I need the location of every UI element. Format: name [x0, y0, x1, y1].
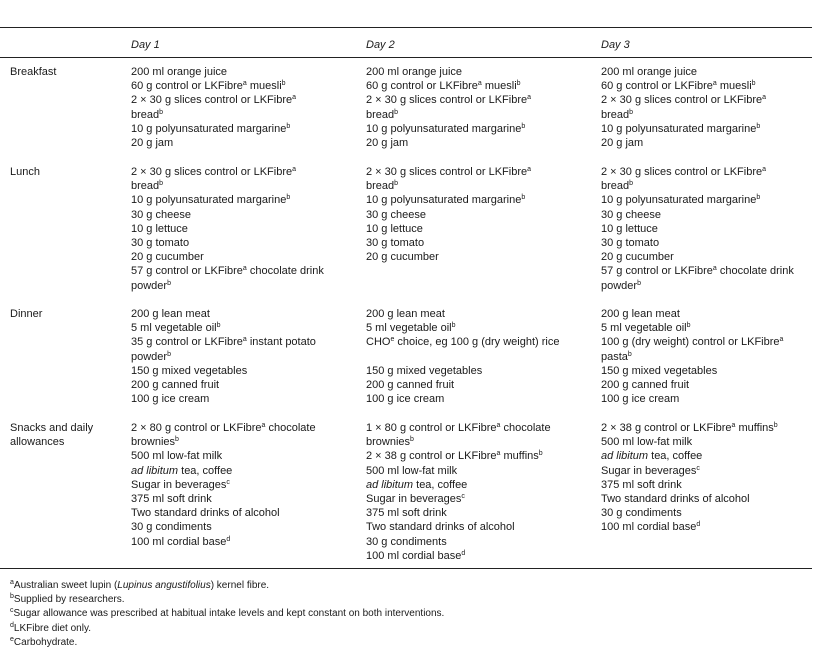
- line-text: 2 × 30 g slices control or LKFibre: [601, 166, 763, 178]
- cell-line: [131, 321, 357, 335]
- cell-line: [131, 65, 357, 79]
- footnote: [10, 622, 444, 636]
- cell-line: [601, 378, 816, 392]
- cell-line: [131, 307, 357, 321]
- cell-line: [366, 65, 592, 79]
- line-text: 20 g cucumber: [601, 251, 674, 264]
- line-text: bread: [601, 180, 630, 193]
- line-text: 5 ml vegetable oil: [601, 322, 687, 335]
- day-3-cell: [601, 307, 816, 406]
- line-text: 60 g control or LKFibre: [131, 80, 243, 93]
- cell-line: [601, 136, 816, 150]
- superscript: b: [516, 80, 521, 88]
- cell-line: [601, 264, 816, 278]
- cell-line: [366, 236, 592, 250]
- line-text: 200 g lean meat: [601, 308, 680, 320]
- line-text: 100 g ice cream: [131, 393, 210, 406]
- line-text: bread: [601, 108, 630, 121]
- footnote-text: LKFibre diet only.: [13, 622, 91, 634]
- line-text: 30 g tomato: [131, 237, 190, 250]
- line-text: 200 g lean meat: [366, 308, 445, 320]
- superscript: c: [226, 478, 230, 486]
- cell-line: [366, 122, 592, 136]
- cell-line: [131, 208, 357, 222]
- cell-line: [601, 520, 816, 534]
- superscript: d: [10, 621, 14, 629]
- superscript: a: [779, 336, 784, 344]
- line-text-cont: tea, coffee: [648, 450, 703, 463]
- cell-line: [366, 464, 592, 478]
- superscript: a: [527, 166, 532, 173]
- line-text-cont: choice, eg 100 g (dry weight) rice: [394, 336, 560, 349]
- line-text: 150 g mixed vegetables: [131, 364, 248, 377]
- day-1-cell: [131, 65, 357, 150]
- cell-line: [131, 492, 357, 506]
- cell-line: [131, 264, 357, 278]
- cell-line: [366, 478, 592, 492]
- cell-line: [601, 79, 816, 93]
- line-text: 10 g polyunsaturated margarine: [366, 194, 522, 207]
- line-text: bread: [366, 108, 395, 121]
- superscript: a: [762, 94, 767, 102]
- line-text-cont: muffins: [500, 450, 539, 463]
- superscript: b: [521, 194, 526, 202]
- cell-line: [366, 93, 592, 107]
- cell-line: [601, 392, 816, 406]
- cell-line: [366, 378, 592, 392]
- line-text: 10 g polyunsaturated margarine: [601, 122, 757, 135]
- line-text-cont: muesli: [716, 80, 752, 93]
- cell-line: [366, 136, 592, 150]
- cell-line: [366, 435, 592, 449]
- line-text: powder: [131, 279, 168, 292]
- cell-line: [601, 307, 816, 321]
- superscript: b: [175, 436, 179, 444]
- superscript: b: [627, 350, 632, 358]
- superscript: b: [10, 593, 14, 601]
- line-text: 30 g condiments: [366, 535, 447, 548]
- line-text: Two standard drinks of alcohol: [131, 507, 280, 520]
- line-text-cont: chocolate: [265, 422, 316, 434]
- line-text: bread: [366, 180, 395, 193]
- cell-line: [366, 520, 592, 534]
- line-text: 2 × 38 g control or LKFibre: [366, 450, 497, 463]
- header-day-2: Day 2: [366, 39, 395, 51]
- cell-line: [601, 506, 816, 520]
- day-2-cell: [366, 165, 592, 264]
- cell-line: [366, 193, 592, 207]
- superscript: a: [762, 166, 767, 173]
- line-text-cont: instant potato: [246, 336, 316, 349]
- cell-line: [366, 364, 592, 378]
- cell-line: [131, 435, 357, 449]
- line-text: 20 g jam: [366, 137, 409, 150]
- line-text: 200 ml orange juice: [601, 66, 698, 78]
- cell-line: [366, 108, 592, 122]
- line-text: 10 g polyunsaturated margarine: [366, 122, 522, 135]
- line-text: 30 g condiments: [131, 521, 212, 534]
- cell-line: [131, 79, 357, 93]
- line-text: 375 ml soft drink: [131, 493, 212, 506]
- cell-line: [366, 492, 592, 506]
- line-text: 35 g control or LKFibre: [131, 336, 243, 349]
- line-text-cont: chocolate: [500, 422, 551, 434]
- superscript: a: [242, 265, 247, 273]
- line-text: 30 g tomato: [366, 237, 425, 250]
- footnote-text: Carbohydrate.: [13, 636, 78, 648]
- cell-line: [601, 435, 816, 449]
- day-3-cell: [601, 165, 816, 293]
- cell-line: [601, 193, 816, 207]
- cell-line: [131, 335, 357, 349]
- line-text: 2 × 30 g slices control or LKFibre: [601, 94, 763, 107]
- cell-line: [366, 222, 592, 236]
- line-text: 500 ml low-fat milk: [366, 464, 458, 477]
- cell-line: [366, 165, 592, 179]
- line-text: 2 × 30 g slices control or LKFibre: [131, 166, 293, 178]
- line-text: Sugar in beverages: [131, 478, 227, 491]
- cell-line: [131, 478, 357, 492]
- cell-line: [131, 350, 357, 364]
- cell-line: [601, 222, 816, 236]
- cell-line: [366, 449, 592, 463]
- footnote-text: Sugar allowance was prescribed at habitual intake levels and kept constant on both interventions.: [13, 608, 445, 620]
- line-text: 30 g cheese: [366, 208, 426, 221]
- line-text: 20 g cucumber: [366, 251, 439, 264]
- line-text: 2 × 30 g slices control or LKFibre: [131, 94, 293, 107]
- cell-line: [131, 222, 357, 236]
- cell-line: [601, 250, 816, 264]
- line-text: 100 ml cordial base: [601, 521, 697, 534]
- line-text: 100 g (dry weight) control or LKFibre: [601, 336, 780, 349]
- table-bottom-rule: [0, 568, 812, 569]
- superscript: d: [696, 521, 701, 529]
- meal-label: [10, 307, 125, 321]
- cell-line: [131, 193, 357, 207]
- superscript: d: [461, 549, 466, 557]
- line-text: 100 g ice cream: [366, 393, 445, 406]
- cell-line: [131, 136, 357, 150]
- day-1-cell: [131, 165, 357, 293]
- header-day-3: Day 3: [601, 39, 630, 51]
- superscript: b: [410, 436, 414, 444]
- line-text: 30 g tomato: [601, 237, 660, 250]
- line-text: 200 g lean meat: [131, 308, 210, 320]
- meal-label: [10, 65, 125, 79]
- line-text: 5 ml vegetable oil: [131, 322, 217, 335]
- cell-line: [601, 179, 816, 193]
- line-text: 10 g polyunsaturated margarine: [131, 122, 287, 135]
- line-text: bread: [131, 180, 160, 193]
- day-3-cell: [601, 65, 816, 150]
- cell-line: [601, 321, 816, 335]
- cell-line: [131, 108, 357, 122]
- line-text: 150 g mixed vegetables: [601, 364, 718, 377]
- cell-line: [131, 449, 357, 463]
- line-text: 20 g cucumber: [131, 251, 204, 264]
- italic-text: ad libitum: [366, 478, 414, 491]
- line-text: 10 g lettuce: [131, 222, 188, 235]
- meal-label-line: Snacks and daily: [10, 422, 94, 434]
- line-text: 100 ml cordial base: [366, 549, 462, 562]
- line-text-cont: muesli: [481, 80, 517, 93]
- meal-label-line: Lunch: [10, 166, 40, 178]
- superscript: b: [286, 122, 291, 130]
- superscript: c: [10, 607, 14, 615]
- line-text: 200 ml orange juice: [366, 66, 463, 78]
- cell-line: [601, 65, 816, 79]
- superscript: c: [461, 493, 465, 501]
- line-text: 1 × 80 g control or LKFibre: [366, 422, 497, 434]
- superscript: c: [696, 464, 700, 472]
- footnote-text: Supplied by researchers.: [13, 594, 125, 606]
- line-text: bread: [131, 108, 160, 121]
- cell-line: [366, 421, 592, 435]
- line-text: 10 g lettuce: [366, 222, 423, 235]
- cell-line: [366, 350, 592, 364]
- line-text: 60 g control or LKFibre: [601, 80, 713, 93]
- line-text: powder: [131, 350, 168, 363]
- superscript: b: [756, 122, 761, 130]
- line-text: 2 × 30 g slices control or LKFibre: [366, 166, 528, 178]
- cell-line: [131, 378, 357, 392]
- line-text: 30 g cheese: [601, 208, 661, 221]
- header-day-1: Day 1: [131, 39, 160, 51]
- table-top-rule: [0, 27, 812, 28]
- superscript: b: [394, 108, 399, 116]
- meal-label: [10, 421, 125, 449]
- superscript: b: [629, 108, 634, 116]
- cell-line: [131, 392, 357, 406]
- cell-line: [601, 279, 816, 293]
- cell-line: [366, 179, 592, 193]
- italic-text: Lupinus angustifolius: [117, 580, 211, 591]
- cell-line: [131, 93, 357, 107]
- cell-line: [601, 464, 816, 478]
- cell-line: [366, 335, 592, 349]
- superscript: a: [242, 336, 247, 344]
- superscript: a: [292, 166, 297, 173]
- superscript: a: [712, 265, 717, 273]
- day-3-cell: [601, 421, 816, 535]
- line-text: 20 g jam: [601, 137, 644, 150]
- italic-text: ad libitum: [601, 450, 649, 463]
- superscript: a: [292, 94, 297, 102]
- superscript: b: [159, 180, 164, 188]
- line-text: 375 ml soft drink: [366, 507, 447, 520]
- superscript: b: [167, 350, 171, 358]
- line-text: powder: [601, 279, 638, 292]
- italic-text: ad libitum: [131, 464, 179, 477]
- cell-line: [601, 236, 816, 250]
- superscript: a: [527, 94, 532, 102]
- superscript: b: [773, 422, 778, 429]
- footnote: [10, 593, 444, 607]
- line-text: 57 g control or LKFibre: [131, 265, 243, 278]
- cell-line: [131, 179, 357, 193]
- meal-label: [10, 165, 125, 179]
- cell-line: [131, 506, 357, 520]
- cell-line: [601, 492, 816, 506]
- line-text-cont: tea, coffee: [413, 478, 468, 491]
- day-1-cell: [131, 307, 357, 406]
- cell-line: [131, 250, 357, 264]
- superscript: b: [756, 194, 761, 202]
- superscript: e: [10, 635, 14, 643]
- day-2-cell: [366, 421, 592, 563]
- cell-line: [131, 364, 357, 378]
- superscript: b: [159, 108, 164, 116]
- line-text: Sugar in beverages: [601, 464, 697, 477]
- cell-line: [601, 165, 816, 179]
- line-text: Sugar in beverages: [366, 493, 462, 506]
- cell-line: [131, 421, 357, 435]
- cell-line: [366, 208, 592, 222]
- cell-line: [366, 307, 592, 321]
- meal-label-line: Breakfast: [10, 66, 57, 78]
- footnote: [10, 636, 444, 650]
- line-text: 10 g lettuce: [601, 222, 658, 235]
- line-text: Two standard drinks of alcohol: [601, 493, 750, 506]
- cell-line: [131, 165, 357, 179]
- line-text-cont: chocolate drink: [716, 265, 794, 278]
- cell-line: [601, 208, 816, 222]
- line-text: brownies: [366, 436, 411, 449]
- line-text: 30 g cheese: [131, 208, 191, 221]
- footnotes: [10, 579, 444, 650]
- superscript: b: [686, 322, 691, 330]
- line-text-cont: muesli: [246, 80, 282, 93]
- meal-label-line: allowances: [10, 436, 65, 449]
- line-text: 2 × 30 g slices control or LKFibre: [366, 94, 528, 107]
- line-text: 100 ml cordial base: [131, 535, 227, 548]
- line-text: 100 g ice cream: [601, 393, 680, 406]
- superscript: b: [451, 322, 456, 330]
- line-text: 200 g canned fruit: [131, 379, 220, 392]
- superscript: b: [281, 80, 286, 88]
- day-2-cell: [366, 307, 592, 406]
- superscript: a: [261, 422, 266, 429]
- superscript: e: [390, 336, 395, 344]
- cell-line: [601, 93, 816, 107]
- cell-line: [131, 236, 357, 250]
- cell-line: [366, 535, 592, 549]
- line-text: 2 × 80 g control or LKFibre: [131, 422, 262, 434]
- line-text: 5 ml vegetable oil: [366, 322, 452, 335]
- superscript: d: [226, 535, 231, 543]
- cell-line: [601, 108, 816, 122]
- superscript: a: [242, 80, 247, 88]
- cell-line: [601, 350, 816, 364]
- footnote: [10, 579, 444, 593]
- line-text: 30 g condiments: [601, 507, 682, 520]
- superscript: b: [629, 180, 634, 188]
- line-text: 57 g control or LKFibre: [601, 265, 713, 278]
- superscript: b: [637, 279, 641, 287]
- table-header-rule: [0, 57, 812, 58]
- superscript: a: [731, 422, 736, 429]
- line-text: brownies: [131, 436, 176, 449]
- line-text: 20 g jam: [131, 137, 174, 150]
- cell-line: [366, 392, 592, 406]
- cell-line: [366, 549, 592, 563]
- footnote-text-cont: ) kernel fibre.: [210, 580, 270, 591]
- line-text: CHO: [366, 336, 391, 349]
- cell-line: [366, 321, 592, 335]
- line-text: 500 ml low-fat milk: [601, 436, 693, 449]
- line-text: 10 g polyunsaturated margarine: [601, 194, 757, 207]
- cell-line: [131, 535, 357, 549]
- cell-line: [131, 122, 357, 136]
- superscript: b: [216, 322, 221, 330]
- cell-line: [366, 506, 592, 520]
- cell-line: [366, 79, 592, 93]
- line-text: 200 g canned fruit: [366, 379, 455, 392]
- superscript: a: [477, 80, 482, 88]
- cell-line: [601, 478, 816, 492]
- cell-line: [601, 449, 816, 463]
- line-text: 500 ml low-fat milk: [131, 450, 223, 463]
- superscript: b: [286, 194, 291, 202]
- footnote-text: Australian sweet lupin (: [13, 580, 118, 591]
- line-text: 150 g mixed vegetables: [366, 364, 483, 377]
- line-text: Two standard drinks of alcohol: [366, 521, 515, 534]
- line-text: pasta: [601, 350, 628, 363]
- superscript: b: [538, 450, 543, 458]
- line-text: 200 g canned fruit: [601, 379, 690, 392]
- superscript: b: [394, 180, 399, 188]
- line-text: 10 g polyunsaturated margarine: [131, 194, 287, 207]
- line-text: 2 × 38 g control or LKFibre: [601, 422, 732, 434]
- line-text-cont: muffins: [735, 422, 774, 434]
- day-1-cell: [131, 421, 357, 549]
- line-text: 375 ml soft drink: [601, 478, 682, 491]
- cell-line: [366, 250, 592, 264]
- superscript: b: [167, 279, 171, 287]
- cell-line: [131, 520, 357, 534]
- line-text: 200 ml orange juice: [131, 66, 228, 78]
- superscript: b: [521, 122, 526, 130]
- cell-line: [601, 122, 816, 136]
- cell-line: [601, 335, 816, 349]
- line-text: 60 g control or LKFibre: [366, 80, 478, 93]
- cell-line: [601, 421, 816, 435]
- line-text-cont: chocolate drink: [246, 265, 324, 278]
- footnote: [10, 607, 444, 621]
- line-text-cont: tea, coffee: [178, 464, 233, 477]
- cell-line: [131, 464, 357, 478]
- superscript: a: [10, 579, 14, 586]
- day-2-cell: [366, 65, 592, 150]
- meal-label-line: Dinner: [10, 308, 43, 320]
- superscript: a: [496, 450, 501, 458]
- superscript: b: [751, 80, 756, 88]
- superscript: a: [496, 422, 501, 429]
- superscript: a: [712, 80, 717, 88]
- cell-line: [601, 364, 816, 378]
- cell-line: [131, 279, 357, 293]
